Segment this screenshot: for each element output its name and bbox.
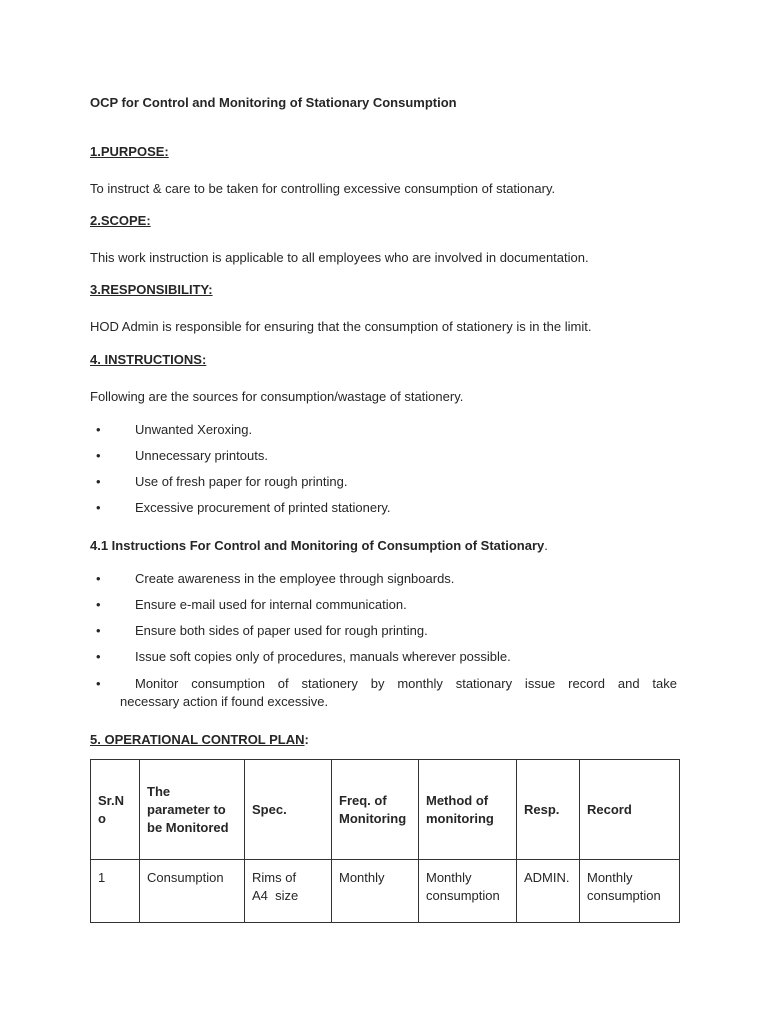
header-resp: Resp. [517, 760, 580, 860]
ocp-heading [90, 732, 309, 748]
list-item: Excessive procurement of printed stationery. [135, 500, 391, 515]
purpose-heading: 1.PURPOSE: [90, 144, 169, 159]
header-parameter: The parameter to be Monitored [140, 760, 245, 860]
bullet-icon: • [96, 597, 101, 612]
header-record: Record [580, 760, 680, 860]
list-item: Use of fresh paper for rough printing. [135, 474, 348, 489]
bullet-icon: • [96, 448, 101, 463]
cell-frequency: Monthly [332, 860, 419, 923]
purpose-text: To instruct & care to be taken for controlling excessive consumption of stationary. [90, 181, 556, 196]
table-header-row [91, 760, 680, 860]
ocp-heading-text: 5. OPERATIONAL CONTROL PLAN [90, 732, 305, 747]
header-sr-no: Sr.N o [91, 760, 140, 860]
scope-text: This work instruction is applicable to all employees who are involved in documentation. [90, 250, 589, 265]
header-spec: Spec. [245, 760, 332, 860]
subsection-heading [90, 538, 548, 554]
responsibility-heading: 3.RESPONSIBILITY: [90, 282, 213, 297]
cell-resp: ADMIN. [517, 860, 580, 923]
ocp-heading-colon: : [304, 732, 309, 747]
bullet-icon: • [96, 500, 101, 515]
bullet-icon: • [96, 676, 101, 691]
list-item: Unwanted Xeroxing. [135, 422, 253, 437]
list-item: Ensure e-mail used for internal communication. [135, 597, 407, 612]
subsection-heading-text: 4.1 Instructions For Control and Monitoring of Consumption of Stationary [90, 538, 545, 553]
list-item: Issue soft copies only of procedures, manuals wherever possible. [135, 649, 511, 664]
table-row [91, 860, 680, 923]
header-frequency: Freq. of Monitoring [332, 760, 419, 860]
cell-record: Monthly consumption [580, 860, 680, 923]
list-item: Monitor consumption of stationery by monthly stationary issue record and take [135, 676, 677, 691]
list-item: Unnecessary printouts. [135, 448, 268, 463]
scope-heading: 2.SCOPE: [90, 213, 151, 228]
cell-method: Monthly consumption [419, 860, 517, 923]
instructions-heading: 4. INSTRUCTIONS: [90, 352, 207, 367]
list-item-continuation: necessary action if found excessive. [120, 694, 329, 709]
bullet-icon: • [96, 422, 101, 437]
subsection-heading-period: . [544, 538, 548, 553]
responsibility-text: HOD Admin is responsible for ensuring that the consumption of stationery is in the limit. [90, 319, 592, 334]
bullet-icon: • [96, 649, 101, 664]
list-item: Create awareness in the employee through signboards. [135, 571, 455, 586]
bullet-icon: • [96, 623, 101, 638]
cell-parameter: Consumption [140, 860, 245, 923]
cell-spec: Rims of A4 size [245, 860, 332, 923]
operational-control-plan-table [90, 759, 680, 923]
header-method: Method of monitoring [419, 760, 517, 860]
bullet-icon: • [96, 571, 101, 586]
cell-sr-no: 1 [91, 860, 140, 923]
instructions-intro: Following are the sources for consumption/wastage of stationery. [90, 389, 464, 404]
list-item: Ensure both sides of paper used for rough printing. [135, 623, 428, 638]
bullet-icon: • [96, 474, 101, 489]
document-title: OCP for Control and Monitoring of Stationary Consumption [90, 95, 457, 110]
